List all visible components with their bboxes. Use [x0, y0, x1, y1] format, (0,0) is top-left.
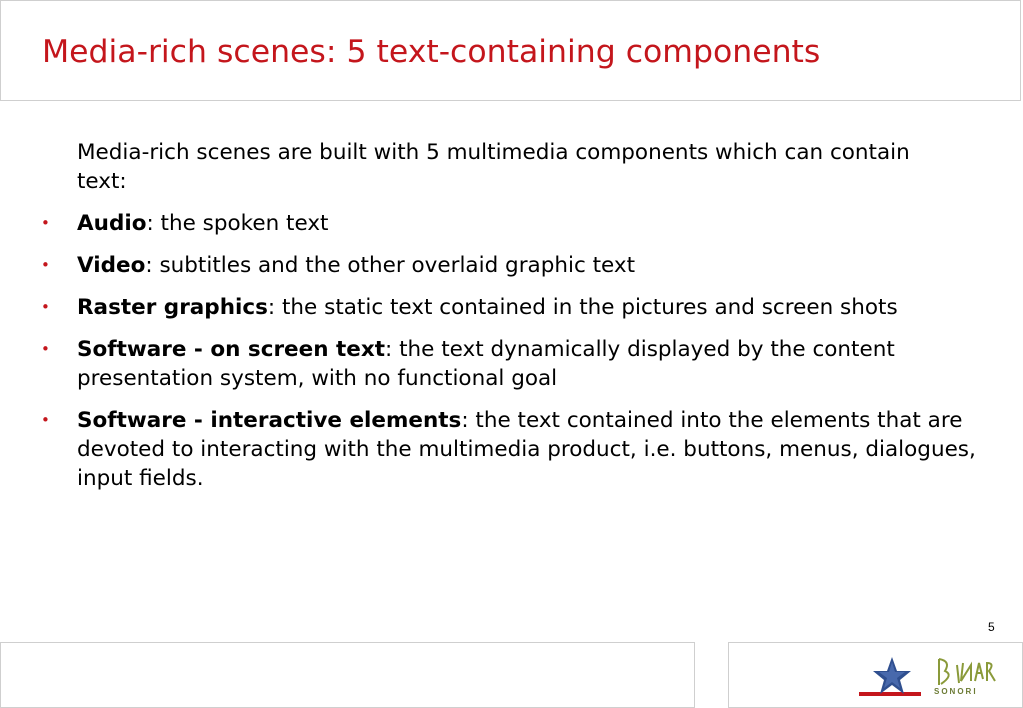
bullet-term: Raster graphics — [77, 295, 268, 320]
brand-text: SONORI — [934, 687, 978, 696]
footer-logo — [859, 651, 999, 705]
bullet-dot: • — [41, 298, 50, 316]
bullet-text: : the text dynamically displayed by the content presentation system, with no functional goal — [77, 337, 895, 391]
binari-logo-icon — [939, 659, 995, 685]
bullet-audio — [41, 209, 987, 238]
bullet-term: Software - interactive elements — [77, 408, 462, 433]
bullet-text: : the text contained into the elements that are devoted to interacting with the multimedia product, i.e. buttons, menus, dialogues, input fields. — [77, 408, 976, 491]
intro-paragraph: Media-rich scenes are built with 5 multimedia components which can contain text: — [77, 140, 910, 194]
bullet-dot: • — [41, 411, 50, 429]
title-box — [0, 0, 1021, 101]
bullet-text: : the static text contained in the pictures and screen shots — [267, 295, 898, 320]
bullet-term: Audio — [77, 211, 147, 236]
bullet-video — [41, 251, 987, 280]
footer-right-box — [728, 642, 1023, 708]
bullet-term: Video — [77, 253, 146, 278]
red-bar-icon — [859, 692, 921, 696]
slide-body — [0, 138, 1000, 506]
bullet-dot: • — [41, 214, 50, 232]
bullet-term: Software - on screen text — [77, 337, 386, 362]
bullet-software-interactive-elements — [41, 406, 987, 493]
bullet-software-on-screen-text — [41, 335, 987, 393]
bullet-dot: • — [41, 256, 50, 274]
bullet-text: : subtitles and the other overlaid graphic text — [145, 253, 636, 278]
bullet-text: : the spoken text — [146, 211, 329, 236]
footer-left-box — [0, 642, 695, 708]
page-number: 5 — [988, 620, 995, 634]
slide-title: Media-rich scenes: 5 text-containing components — [42, 34, 821, 70]
bullet-dot: • — [41, 340, 50, 358]
bullet-raster-graphics — [41, 293, 987, 322]
